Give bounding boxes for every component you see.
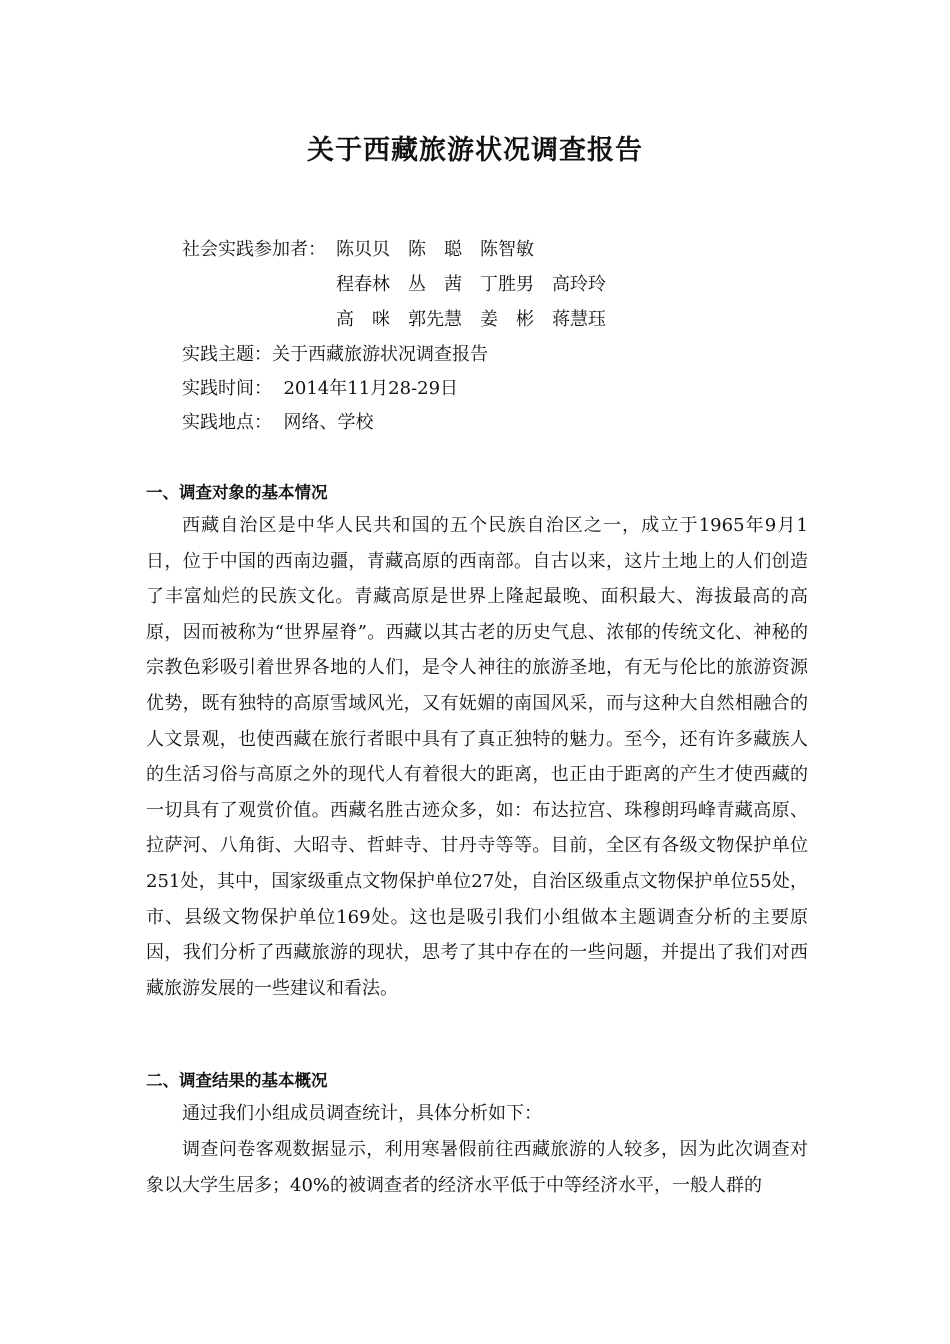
section-2-intro: 通过我们小组成员调查统计，具体分析如下： bbox=[182, 1103, 542, 1124]
participants-line-2: 程春林 丛 茜 丁胜男 高玲玲 bbox=[336, 274, 606, 295]
practice-time: 实践时间： 2014年11月28-29日 bbox=[182, 378, 459, 399]
practice-theme: 实践主题：关于西藏旅游状况调查报告 bbox=[182, 344, 488, 365]
section-2-heading: 二、调查结果的基本概况 bbox=[146, 1071, 328, 1090]
participants-line-3: 高 咪 郭先慧 姜 彬 蒋慧珏 bbox=[336, 309, 606, 330]
section-2-paragraph: 调查问卷客观数据显示，利用寒暑假前往西藏旅游的人较多，因为此次调查对象以大学生居多；40%的被调查者的经济水平低于中等经济水平，一般人群的 bbox=[146, 1139, 808, 1196]
participants-line-1: 陈贝贝 陈 聪 陈智敏 bbox=[336, 239, 534, 260]
document-title: 关于西藏旅游状况调查报告 bbox=[307, 135, 643, 166]
participants-label: 社会实践参加者： bbox=[182, 239, 326, 260]
practice-place: 实践地点： 网络、学校 bbox=[182, 412, 374, 433]
section-1-heading: 一、调查对象的基本情况 bbox=[146, 483, 328, 502]
section-1-paragraph: 西藏自治区是中华人民共和国的五个民族自治区之一，成立于1965年9月1日，位于中国的西南边疆，青藏高原的西南部。自古以来，这片土地上的人们创造了丰富灿烂的民族文化。青藏高原是世界上隆起最晚、面积最大、海拔最高的高原，因而被称为“世界屋脊”。西藏以其古老的历史气息、浓郁的传统文化、神秘的宗教色彩吸引着世界各地的人们，是令人神往的旅游圣地，有无与伦比的旅游资源优势，既有独特的高原雪域风光，又有妩媚的南国风采，而与这种大自然相融合的人文景观，也使西藏在旅行者眼中具有了真正独特的魅力。至今，还有许多藏族人的生活习俗与高原之外的现代人有着很大的距离，也正由于距离的产生才使西藏的一切具有了观赏价值。西藏名胜古迹众多，如：布达拉宫、珠穆朗玛峰青藏高原、拉萨河、八角街、大昭寺、哲蚌寺、甘丹寺等等。目前，全区有各级文物保护单位251处，其中，国家级重点文物保护单位27处，自治区级重点文物保护单位55处，市、县级文物保护单位169处。这也是吸引我们小组做本主题调查分析的主要原因，我们分析了西藏旅游的现状，思考了其中存在的一些问题，并提出了我们对西藏旅游发展的一些建议和看法。 bbox=[146, 515, 808, 999]
